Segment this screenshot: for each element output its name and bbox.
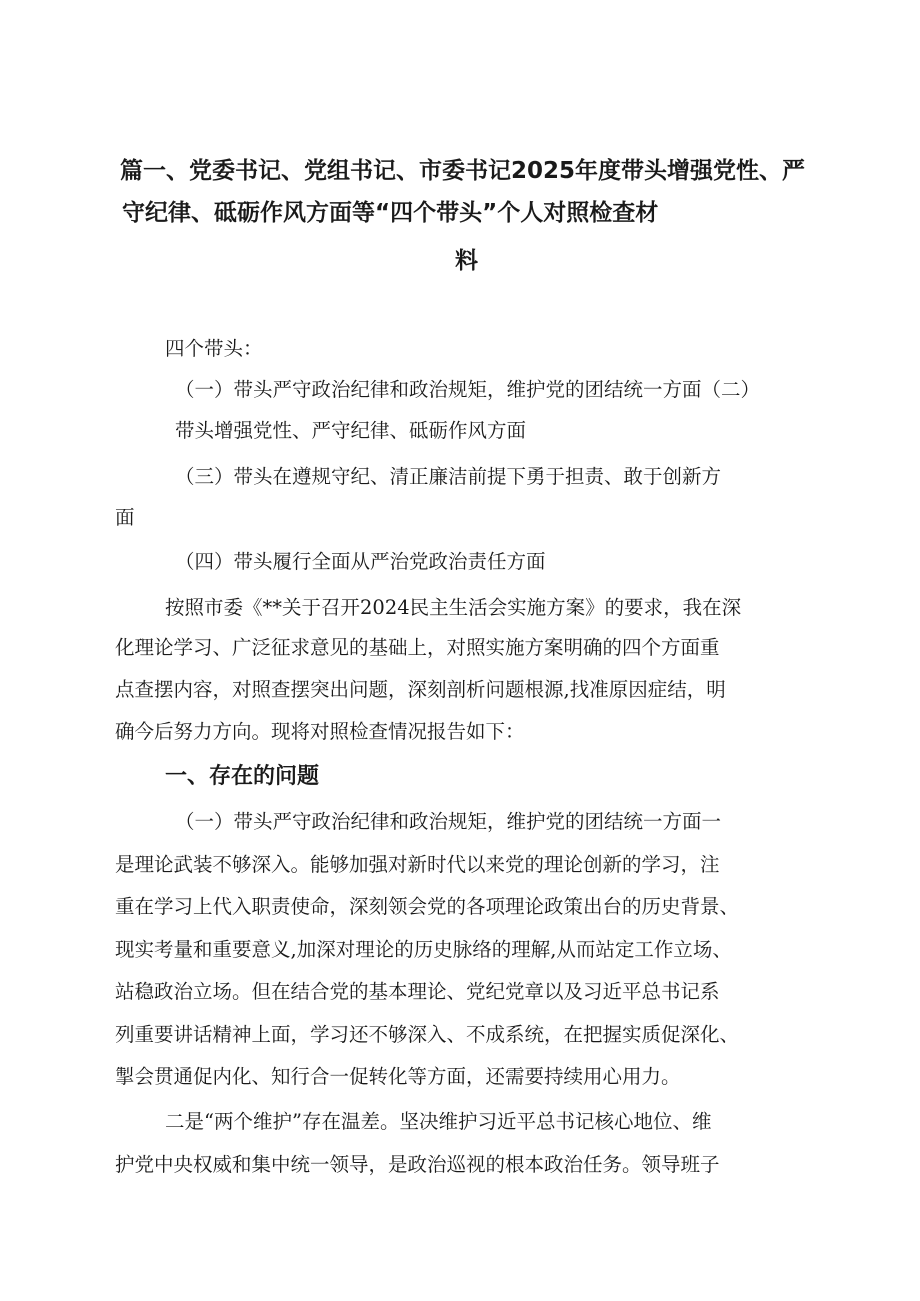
doc-title-line-1: 篇一、党委书记、党组书记、市委书记2025年度带头增强党性、严 bbox=[120, 158, 806, 184]
body-line: 化理论学习、广泛征求意见的基础上，对照实施方案明确的四个方面重 bbox=[115, 636, 720, 659]
body-line: 现实考量和重要意义,加深对理论的历史脉络的理解,从而站定工作立场、 bbox=[115, 938, 732, 961]
body-line: 按照市委《**关于召开2024民主生活会实施方案》的要求，我在深 bbox=[165, 596, 742, 619]
body-line: 点查摆内容，对照查摆突出问题，深刻剖析问题根源,找准原因症结，明 bbox=[115, 678, 726, 701]
body-line: 四个带头： bbox=[165, 337, 263, 360]
body-line: 站稳政治立场。但在结合党的基本理论、党纪党章以及习近平总书记系 bbox=[115, 980, 720, 1003]
body-line: 护党中央权威和集中统一领导，是政治巡视的根本政治任务。领导班子 bbox=[115, 1153, 720, 1176]
body-line: 带头增强党性、严守纪律、砥砺作风方面 bbox=[175, 419, 527, 442]
body-line: 列重要讲话精神上面，学习还不够深入、不成系统，在把握实质促深化、 bbox=[115, 1023, 740, 1046]
body-line: 重在学习上代入职责使命，深刻领会党的各项理论政策出台的历史背景、 bbox=[115, 895, 740, 918]
body-line: 二是“两个维护”存在温差。坚决维护习近平总书记核心地位、维 bbox=[165, 1110, 712, 1133]
section-heading: 一、存在的问题 bbox=[165, 764, 320, 789]
doc-title-line-3: 料 bbox=[455, 248, 478, 274]
body-line: 确今后努力方向。现将对照检查情况报告如下： bbox=[115, 720, 525, 743]
body-line: 是理论武装不够深入。能够加强对新时代以来党的理论创新的学习，注 bbox=[115, 853, 720, 876]
body-line: 面 bbox=[115, 506, 135, 529]
doc-title-line-2: 守纪律、砥砺作风方面等“四个带头”个人对照检查材 bbox=[122, 200, 659, 226]
body-line: 掣会贯通促内化、知行合一促转化等方面，还需要持续用心用力。 bbox=[115, 1065, 681, 1088]
body-line: （一）带头严守政治纪律和政治规矩，维护党的团结统一方面（二） bbox=[175, 378, 761, 401]
body-line: （三）带头在遵规守纪、清正廉洁前提下勇于担责、敢于创新方 bbox=[175, 465, 722, 488]
body-line: （四）带头履行全面从严治党政治责任方面 bbox=[175, 550, 546, 573]
body-line: （一）带头严守政治纪律和政治规矩，维护党的团结统一方面一 bbox=[175, 810, 722, 833]
